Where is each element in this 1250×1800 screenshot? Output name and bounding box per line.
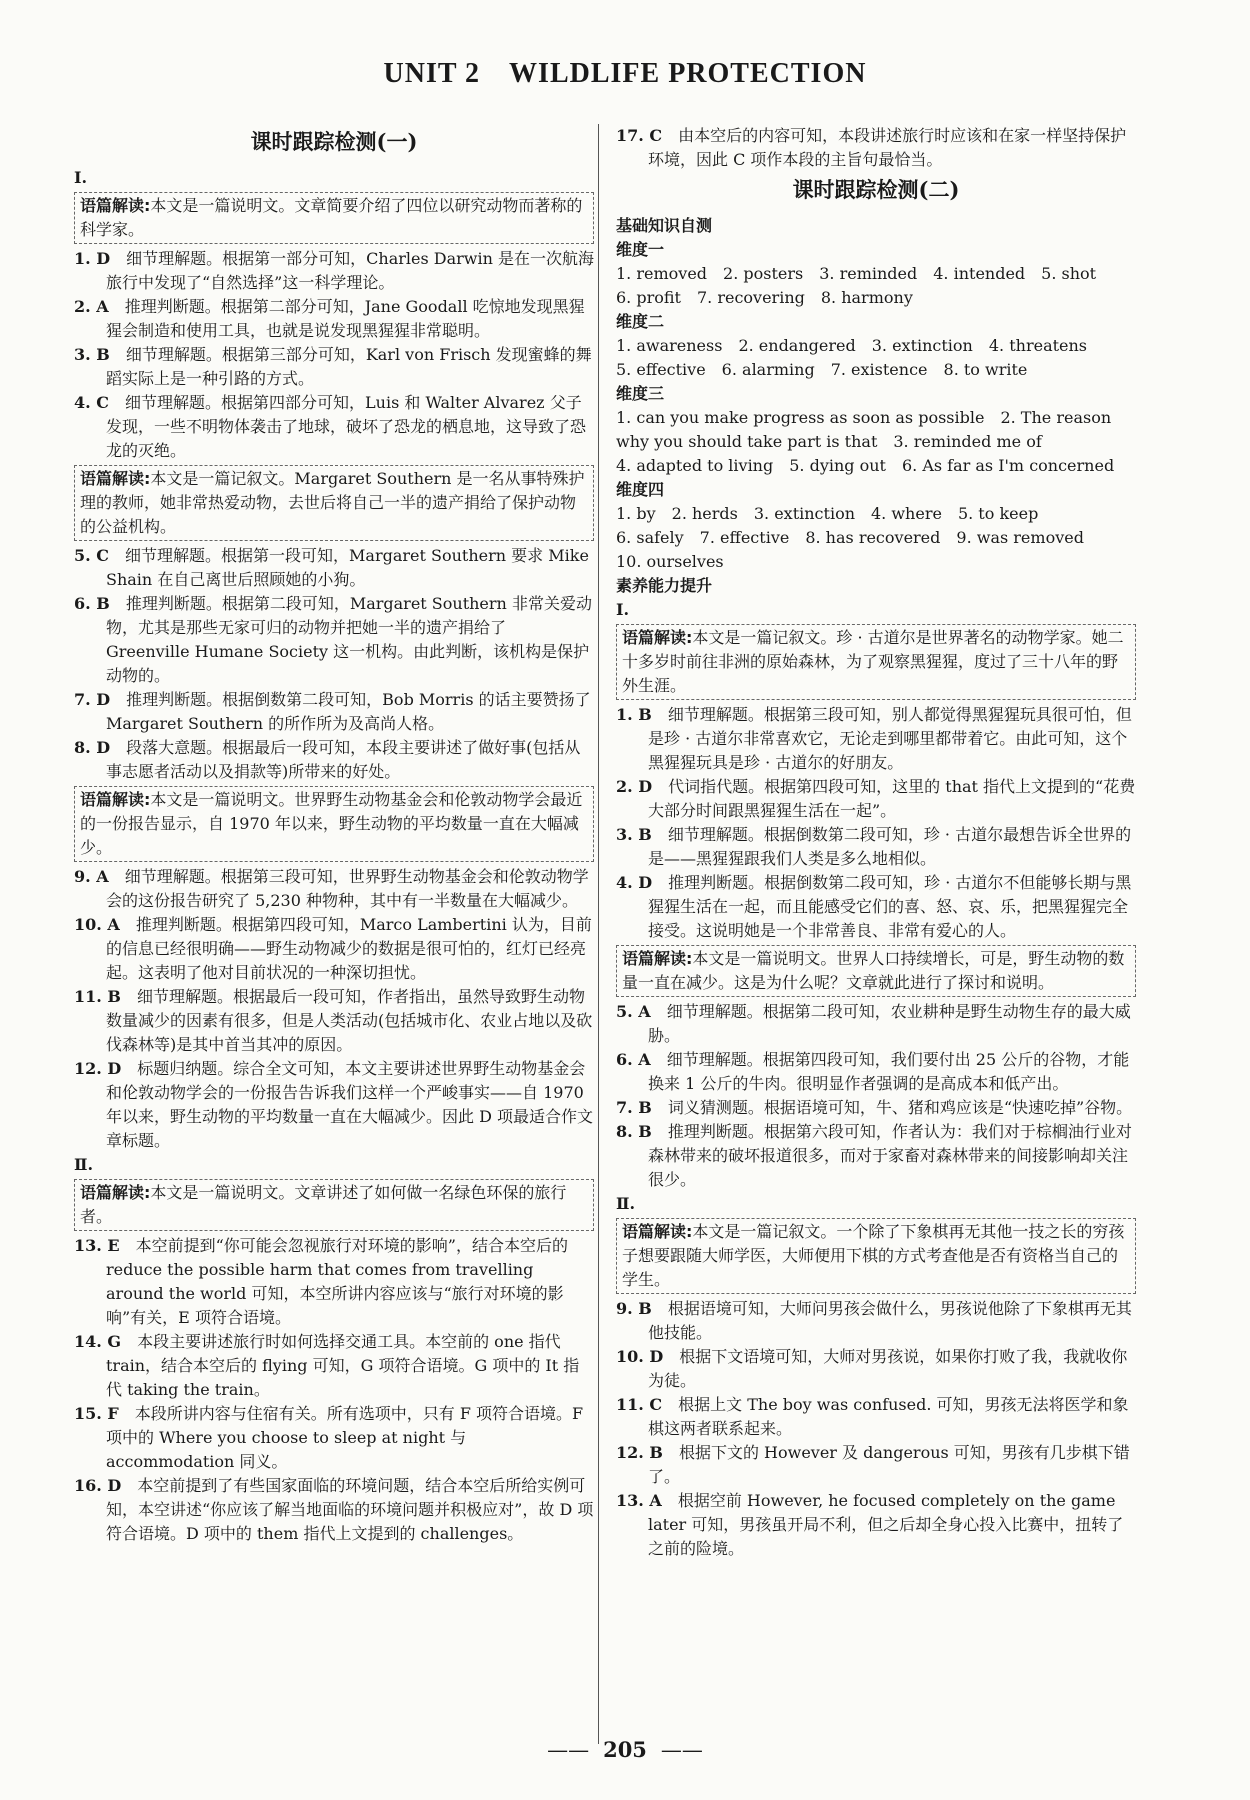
answer-lines (616, 502, 1136, 574)
answer-item (74, 1330, 594, 1402)
answer-item (616, 703, 1136, 775)
answer-line: 6. profit 7. recovering 8. harmony (616, 288, 913, 307)
answer-item (74, 1234, 594, 1330)
answer-item (74, 688, 594, 736)
section-heading-1: 课时跟踪检测(一) (250, 129, 418, 154)
dimension-title: 维度四 (616, 480, 665, 499)
passage-note (74, 192, 594, 244)
answer-text: 标题归纳题。综合全文可知，本文主要讲述世界野生动物基金会和伦敦动物学会的一份报告告诉我们这样一个严峻事实——自 1970 年以来，野生动物的平均数量一直在大幅减少。因此 D 项最适合作文章标题。 (106, 1059, 594, 1150)
answer-number: 4. C (74, 393, 110, 412)
answer-number: 13. A (616, 1491, 662, 1510)
answer-item (616, 1441, 1136, 1489)
answer-line: 6. safely 7. effective 8. has recovered 9. was removed (616, 528, 1084, 547)
answer-item (74, 736, 594, 784)
answer-line: 5. effective 6. alarming 7. existence 8. to write (616, 360, 1028, 379)
answer-text: 根据上文 The boy was confused. 可知，男孩无法将医学和象棋这两者联系起来。 (648, 1395, 1129, 1438)
answer-number: 17. C (616, 126, 663, 145)
answer-number: 11. C (616, 1395, 663, 1414)
answer-item (616, 1489, 1136, 1561)
answer-number: 1. D (74, 249, 111, 268)
subsection-title: 基础知识自测 (616, 216, 713, 235)
answer-number: 3. B (616, 825, 652, 844)
note-text: 本文是一篇记叙文。Margaret Southern 是一名从事特殊护理的教师，她非常热爱动物，去世后将自己一半的遗产捐给了保护动物的公益机构。 (80, 469, 585, 536)
answer-text: 由本空后的内容可知，本段讲述旅行时应该和在家一样坚持保护环境，因此 C 项作本段的主旨句最恰当。 (648, 126, 1127, 169)
subsection-title: 素养能力提升 (616, 576, 713, 595)
answer-number: 7. B (616, 1098, 652, 1117)
unit-title: UNIT 2 WILDLIFE PROTECTION (383, 58, 867, 89)
answer-line: 1. removed 2. posters 3. reminded 4. intended 5. shot (616, 264, 1097, 283)
answer-item (616, 1297, 1136, 1345)
answer-list (74, 247, 594, 463)
answer-lines (616, 406, 1136, 478)
answer-item (616, 871, 1136, 943)
answer-text: 细节理解题。根据第四部分可知，Luis 和 Walter Alvarez 父子发现，一些不明物体袭击了地球，破坏了恐龙的栖息地，这导致了恐龙的灭绝。 (106, 393, 587, 460)
passage-note (616, 1218, 1136, 1294)
section-heading-2: 课时跟踪检测(二) (792, 177, 960, 202)
answer-text: 段落大意题。根据最后一段可知，本段主要讲述了做好事(包括从事志愿者活动以及捐款等)所带来的好处。 (106, 738, 581, 781)
right-column (616, 124, 1136, 1561)
part-label: Ⅰ. (74, 168, 88, 187)
answer-item (616, 823, 1136, 871)
answer-number: 8. B (616, 1122, 652, 1141)
answer-text: 推理判断题。根据倒数第二段可知，珍 · 古道尔不但能够长期与黑猩猩生活在一起，而且能感受它们的喜、怒、哀、乐，把黑猩猩完全接受。这说明她是一个非常善良、非常有爱心的人。 (648, 873, 1132, 940)
answer-item (616, 1096, 1136, 1120)
answer-text: 推理判断题。根据第二部分可知，Jane Goodall 吃惊地发现黑猩猩会制造和使用工具，也就是说发现黑猩猩非常聪明。 (106, 297, 585, 340)
answer-number: 1. B (616, 705, 652, 724)
answer-item (616, 1120, 1136, 1192)
dimension-title: 维度三 (616, 384, 665, 403)
answer-number: 9. B (616, 1299, 652, 1318)
note-text: 本文是一篇说明文。世界人口持续增长，可是，野生动物的数量一直在减少。这是为什么呢？文章就此进行了探讨和说明。 (622, 949, 1125, 992)
answer-number: 9. A (74, 867, 109, 886)
answer-text: 根据下文语境可知，大师对男孩说，如果你打败了我，我就收你为徒。 (648, 1347, 1128, 1390)
note-label: 语篇解读: (622, 949, 693, 968)
answer-number: 6. B (74, 594, 110, 613)
answer-number: 10. A (74, 915, 120, 934)
passage-note (74, 1179, 594, 1231)
answer-item (74, 985, 594, 1057)
note-label: 语篇解读: (80, 469, 151, 488)
passage-note (616, 945, 1136, 997)
answer-text: 细节理解题。根据最后一段可知，作者指出，虽然导致野生动物数量减少的因素有很多，但是人类活动(包括城市化、农业占地以及砍伐森林等)是其中首当其冲的原因。 (106, 987, 593, 1054)
answer-text: 细节理解题。根据第三段可知，世界野生动物基金会和伦敦动物学会的这份报告研究了 5,230 种物种，其中有一半数量在大幅减少。 (106, 867, 589, 910)
answer-list (74, 544, 594, 784)
answer-list (74, 1234, 594, 1546)
answer-number: 2. D (616, 777, 653, 796)
answer-text: 本空前提到“你可能会忽视旅行对环境的影响”，结合本空后的 reduce the possible harm that comes from travelling around the world 可知，本空所讲内容应该与“旅行对环境的影响”有关，E 项符合语境。 (106, 1236, 568, 1327)
answer-number: 4. D (616, 873, 653, 892)
answer-number: 7. D (74, 690, 111, 709)
note-label: 语篇解读: (622, 628, 693, 647)
answer-number: 5. A (616, 1002, 651, 1021)
passage-note (74, 786, 594, 862)
answer-number: 15. F (74, 1404, 119, 1423)
answer-text: 细节理解题。根据第一部分可知，Charles Darwin 是在一次航海旅行中发现了“自然选择”这一科学理论。 (106, 249, 595, 292)
answer-number: 10. D (616, 1347, 664, 1366)
left-column (74, 124, 594, 1546)
answer-text: 细节理解题。根据第三部分可知，Karl von Frisch 发现蜜蜂的舞蹈实际上是一种引路的方式。 (106, 345, 592, 388)
answer-line: 1. can you make progress as soon as possible 2. The reason why you should take part is that 3. reminded me of (616, 408, 1117, 451)
answer-item (74, 391, 594, 463)
answer-line: 1. awareness 2. endangered 3. extinction 4. threatens (616, 336, 1088, 355)
note-label: 语篇解读: (80, 196, 151, 215)
answer-text: 推理判断题。根据第四段可知，Marco Lambertini 认为，目前的信息已经很明确——野生动物减少的数据是很可怕的，红灯已经亮起。这表明了他对目前状况的一种深切担忧。 (106, 915, 592, 982)
answer-number: 14. G (74, 1332, 122, 1351)
answer-item (74, 1057, 594, 1153)
part-label: Ⅰ. (616, 600, 630, 619)
part-label: Ⅱ. (616, 1194, 636, 1213)
answer-item (616, 1393, 1136, 1441)
answer-list (616, 1297, 1136, 1561)
answer-line: 10. ourselves (616, 552, 724, 571)
part-label: Ⅱ. (74, 1155, 94, 1174)
answer-item (74, 865, 594, 913)
answer-item (616, 1048, 1136, 1096)
answer-text: 推理判断题。根据第六段可知，作者认为：我们对于棕榈油行业对森林带来的破坏报道很多，而对于家畜对森林带来的间接影响却关注很少。 (648, 1122, 1132, 1189)
answer-number: 5. C (74, 546, 110, 565)
dimension-title: 维度二 (616, 312, 665, 331)
answer-number: 16. D (74, 1476, 122, 1495)
passage-note (616, 624, 1136, 700)
note-label: 语篇解读: (80, 1183, 151, 1202)
note-text: 本文是一篇说明文。世界野生动物基金会和伦敦动物学会最近的一份报告显示，自 1970 年以来，野生动物的平均数量一直在大幅减少。 (80, 790, 583, 857)
answer-text: 根据空前 However, he focused completely on the game later 可知，男孩虽开局不利，但之后却全身心投入比赛中，扭转了之前的险境。 (648, 1491, 1124, 1558)
note-text: 本文是一篇说明文。文章讲述了如何做一名绿色环保的旅行者。 (80, 1183, 567, 1226)
answer-number: 13. E (74, 1236, 120, 1255)
answer-item (616, 124, 1136, 172)
answer-text: 词义猜测题。根据语境可知，牛、猪和鸡应该是“快速吃掉”谷物。 (667, 1098, 1133, 1117)
answer-line: 1. by 2. herds 3. extinction 4. where 5. to keep (616, 504, 1039, 523)
answer-text: 根据语境可知，大师问男孩会做什么，男孩说他除了下象棋再无其他技能。 (648, 1299, 1132, 1342)
answer-text: 细节理解题。根据第一段可知，Margaret Southern 要求 Mike Shain 在自己离世后照顾她的小狗。 (106, 546, 589, 589)
answer-list (616, 1000, 1136, 1192)
passage-note (74, 465, 594, 541)
note-text: 本文是一篇说明文。文章简要介绍了四位以研究动物而著称的科学家。 (80, 196, 583, 239)
answer-text: 细节理解题。根据第三段可知，别人都觉得黑猩猩玩具很可怕，但是珍 · 古道尔非常喜欢它，无论走到哪里都带着它。由此可知，这个黑猩猩玩具是珍 · 古道尔的好朋友。 (648, 705, 1132, 772)
answer-text: 本段所讲内容与住宿有关。所有选项中，只有 F 项符合语境。F 项中的 Where you choose to sleep at night 与 accommodation 同义。 (106, 1404, 584, 1471)
answer-item (74, 247, 594, 295)
answer-item (74, 592, 594, 688)
answer-number: 12. D (74, 1059, 122, 1078)
answer-item (74, 295, 594, 343)
answer-text: 代词指代题。根据第四段可知，这里的 that 指代上文提到的“花费大部分时间跟黑猩猩生活在一起”。 (648, 777, 1136, 820)
answer-text: 细节理解题。根据第二段可知，农业耕种是野生动物生存的最大威胁。 (648, 1002, 1131, 1045)
answer-item (74, 913, 594, 985)
answer-lines (616, 262, 1136, 310)
answer-text: 本空前提到了有些国家面临的环境问题，结合本空后所给实例可知，本空讲述“你应该了解当地面临的环境问题并积极应对”，故 D 项符合语境。D 项中的 them 指代上文提到的 challenges。 (106, 1476, 594, 1543)
answer-number: 8. D (74, 738, 111, 757)
answer-text: 细节理解题。根据第四段可知，我们要付出 25 公斤的谷物，才能换来 1 公斤的牛肉。很明显作者强调的是高成本和低产出。 (648, 1050, 1130, 1093)
answer-list (616, 703, 1136, 943)
note-text: 本文是一篇记叙文。一个除了下象棋再无其他一技之长的穷孩子想要跟随大师学医，大师便用下棋的方式考查他是否有资格当自己的学生。 (622, 1222, 1125, 1289)
answer-list (74, 865, 594, 1153)
column-divider (598, 124, 599, 1744)
note-text: 本文是一篇记叙文。珍 · 古道尔是世界著名的动物学家。她二十多岁时前往非洲的原始森林，为了观察黑猩猩，度过了三十八年的野外生涯。 (622, 628, 1124, 695)
answer-text: 根据下文的 However 及 dangerous 可知，男孩有几步棋下错了。 (648, 1443, 1130, 1486)
answer-number: 6. A (616, 1050, 651, 1069)
answer-text: 细节理解题。根据倒数第二段可知，珍 · 古道尔最想告诉全世界的是——黑猩猩跟我们人类是多么地相似。 (648, 825, 1132, 868)
answer-lines (616, 334, 1136, 382)
note-label: 语篇解读: (80, 790, 151, 809)
page-number: —— 205 —— (0, 1738, 1250, 1762)
answer-number: 2. A (74, 297, 109, 316)
answer-number: 12. B (616, 1443, 663, 1462)
answer-item (616, 1000, 1136, 1048)
answer-item (616, 775, 1136, 823)
answer-line: 4. adapted to living 5. dying out 6. As far as I'm concerned (616, 456, 1115, 475)
answer-item (74, 544, 594, 592)
answer-item (616, 1345, 1136, 1393)
answer-item (74, 343, 594, 391)
answer-item (74, 1474, 594, 1546)
answer-number: 3. B (74, 345, 110, 364)
answer-text: 本段主要讲述旅行时如何选择交通工具。本空前的 one 指代 train，结合本空后的 flying 可知，G 项符合语境。G 项中的 It 指代 taking the train。 (106, 1332, 580, 1399)
note-label: 语篇解读: (622, 1222, 693, 1241)
answer-number: 11. B (74, 987, 121, 1006)
dimension-title: 维度一 (616, 240, 665, 259)
answer-text: 推理判断题。根据倒数第二段可知，Bob Morris 的话主要赞扬了 Margaret Southern 的所作所为及高尚人格。 (106, 690, 591, 733)
answer-item (74, 1402, 594, 1474)
answer-text: 推理判断题。根据第二段可知，Margaret Southern 非常关爱动物，尤其是那些无家可归的动物并把她一半的遗产捐给了 Greenville Humane Society 这一机构。由此判断，该机构是保护动物的。 (106, 594, 592, 685)
